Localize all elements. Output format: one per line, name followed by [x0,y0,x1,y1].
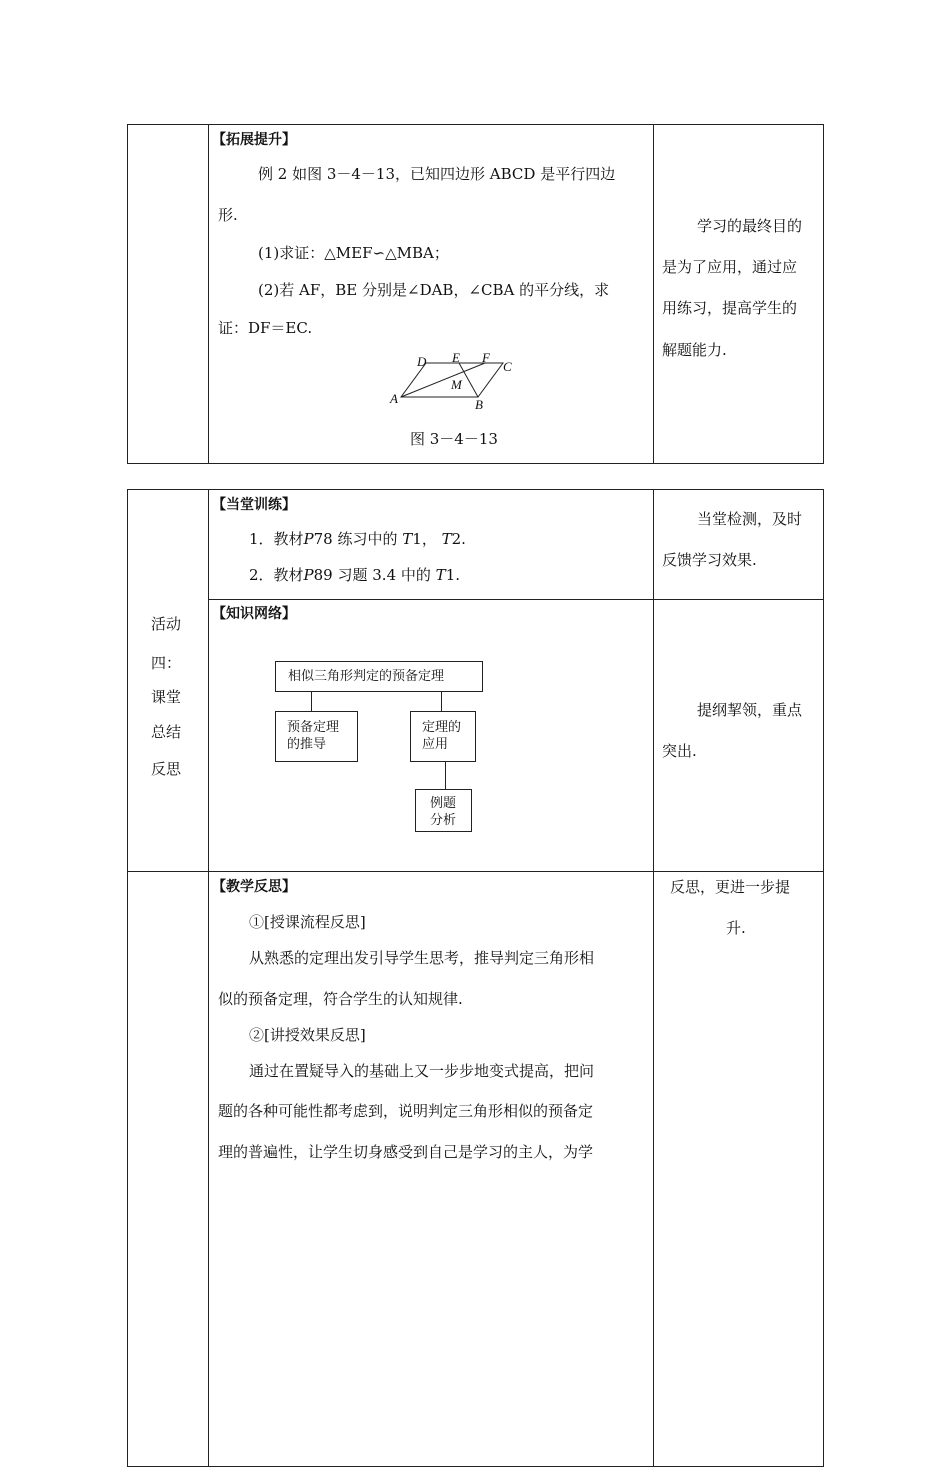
column-divider [653,490,654,1466]
row-divider [127,871,824,872]
label-m: M [451,377,462,392]
reflection-note-line-1: 反思，更进一步提 [670,878,791,896]
training-item-2 [249,565,460,585]
network-box-application [410,711,476,762]
label-e: E [452,350,460,365]
label-f: F [482,350,490,365]
training-item-1-page: 78 练习中的 [313,530,398,548]
example-line-5: 证：DF＝EC. [218,319,313,337]
reflection-line-2: 从熟悉的定理出发引导学生思考，推导判定三角形相 [249,949,595,967]
network-note-line-1: 提纲挈领，重点 [697,701,803,719]
table-summary [127,489,824,1467]
section-heading-training: 【当堂训练】 [212,497,296,513]
label-d: D [417,354,427,369]
label-b: B [475,397,483,412]
network-box-application-line-1: 定理的 [422,720,462,735]
network-box-derivation-line-1: 预备定理 [287,720,340,735]
note-line-4: 解题能力. [662,341,727,359]
training-item-2-page: 89 习题 3.4 中的 [313,566,431,584]
example-line-3: (1)求证：△MEF∽△MBA； [258,244,449,262]
training-note-line-1: 当堂检测，及时 [697,510,803,528]
section-heading-network: 【知识网络】 [212,606,296,622]
column-divider [653,125,654,463]
training-item-1-n2: 2. [451,530,466,548]
network-box-examples [415,789,472,832]
note-line-3: 用练习，提高学生的 [662,299,798,317]
reflection-line-3: 似的预备定理，符合学生的认知规律. [218,990,463,1008]
training-item-2-prefix: 2．教材 [249,566,304,584]
reflection-line-4: ②[讲授效果反思] [249,1026,366,1044]
note-line-1: 学习的最终目的 [697,217,803,235]
network-note-line-2: 突出. [662,742,697,760]
training-item-1-t2: T [441,530,452,548]
column-divider [208,490,209,1466]
network-box-derivation-line-2: 的推导 [287,737,327,752]
reflection-line-5: 通过在置疑导入的基础上又一步步地变式提高，把问 [249,1062,595,1080]
connector-top-mid [441,692,442,711]
example-line-2: 形. [218,206,238,224]
network-box-application-line-2: 应用 [422,737,449,752]
figure-caption: 图 3－4－13 [410,430,498,448]
training-item-2-t1: T [435,566,446,584]
training-note-line-2: 反馈学习效果. [662,551,757,569]
training-item-2-n1: 1. [445,566,460,584]
reflection-line-1: ①[授课流程反思] [249,913,366,931]
connector-mid-bottom [445,762,446,789]
example-line-4: (2)若 AF，BE 分别是∠DAB，∠CBA 的平分线，求 [258,281,610,299]
activity-label-line-3: 课堂 [151,688,182,706]
network-top-box-label: 相似三角形判定的预备定理 [288,669,445,684]
reflection-note-line-2: 升. [726,919,746,937]
section-heading-reflection: 【教学反思】 [212,879,296,895]
training-item-1-prefix: 1．教材 [249,530,304,548]
training-item-1-t1: T [402,530,413,548]
example-line-1: 例 2 如图 3－4－13，已知四边形 ABCD 是平行四边 [258,165,616,183]
note-line-2: 是为了应用，通过应 [662,258,798,276]
network-box-derivation [275,711,358,762]
network-box-examples-line-1: 例题 [430,796,457,811]
training-item-1-n1: 1， [412,530,437,548]
activity-label-line-2: 四： [151,654,182,672]
reflection-line-6: 题的各种可能性都考虑到，说明判定三角形相似的预备定 [218,1102,594,1120]
column-divider [208,125,209,463]
label-c: C [503,359,512,374]
activity-label-line-1: 活动 [151,615,182,633]
training-item-1 [249,529,466,549]
section-heading-extension: 【拓展提升】 [212,132,296,148]
activity-label-line-5: 反思 [151,760,182,778]
connector-top-left [311,692,312,711]
network-box-examples-line-2: 分析 [430,813,457,828]
training-item-1-p: P [303,530,314,548]
training-item-2-p: P [303,566,314,584]
row-divider [208,599,824,600]
activity-label-line-4: 总结 [151,723,182,741]
network-top-box [275,661,483,692]
reflection-line-7: 理的普遍性，让学生切身感受到自己是学习的主人，为学 [218,1143,594,1161]
label-a: A [390,391,398,406]
